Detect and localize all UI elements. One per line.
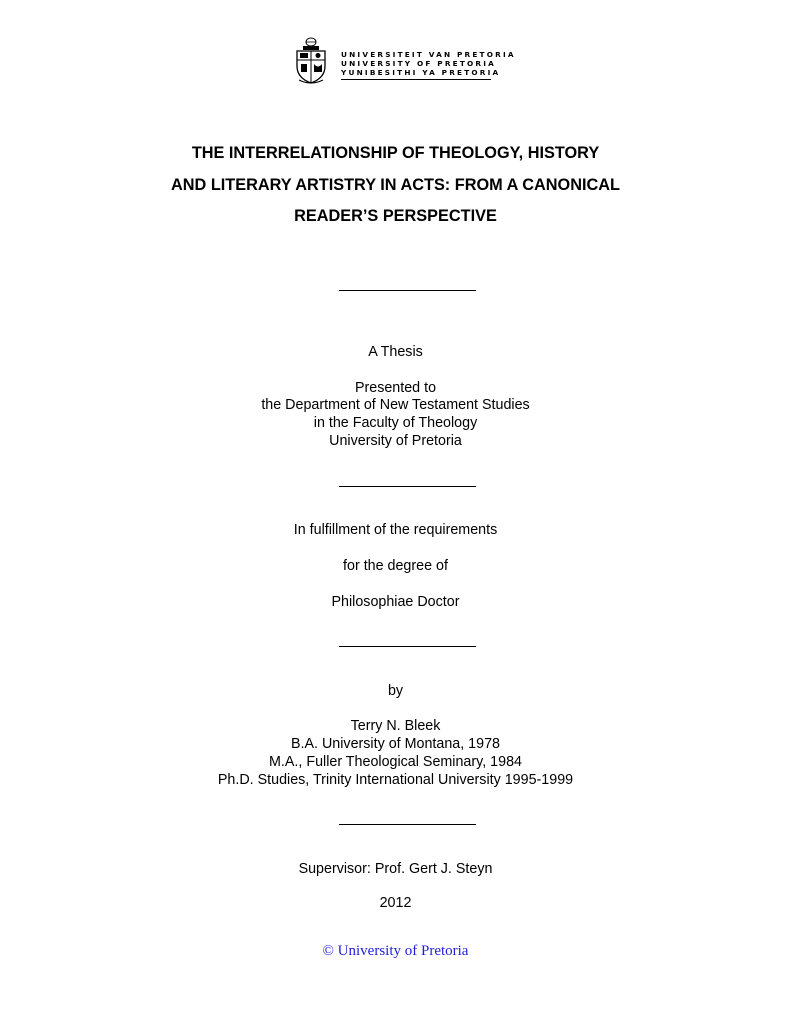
author-name: Terry N. Bleek	[350, 718, 441, 734]
supervisor: Supervisor: Prof. Gert J. Steyn	[298, 861, 493, 877]
credential-phd: Ph.D. Studies, Trinity International University 1995-1999	[217, 772, 574, 788]
logo-line-sepedi: YUNIBESITHI YA PRETORIA	[341, 68, 501, 78]
divider	[339, 290, 476, 291]
thesis-label: A Thesis	[368, 344, 423, 360]
university-crest-icon	[293, 36, 329, 86]
presented-to: Presented to	[354, 380, 437, 396]
year: 2012	[379, 895, 412, 911]
divider	[339, 646, 476, 647]
degree-name: Philosophiae Doctor	[331, 594, 460, 610]
credential-ba: B.A. University of Montana, 1978	[290, 736, 500, 752]
university: University of Pretoria	[329, 433, 462, 449]
divider	[339, 824, 476, 825]
title-line-2: AND LITERARY ARTISTRY IN ACTS: FROM A CANONICAL	[171, 176, 620, 194]
faculty: in the Faculty of Theology	[313, 415, 478, 431]
logo-line-english: UNIVERSITY OF PRETORIA	[341, 59, 497, 69]
copyright-notice: © University of Pretoria	[322, 943, 469, 959]
logo-underline	[341, 79, 491, 80]
university-logo	[293, 36, 516, 88]
credential-ma: M.A., Fuller Theological Seminary, 1984	[269, 754, 522, 770]
degree-intro: for the degree of	[343, 558, 448, 574]
title-line-3: READER’S PERSPECTIVE	[294, 207, 497, 225]
divider	[339, 486, 476, 487]
by-label: by	[387, 683, 404, 699]
logo-line-afrikaans: UNIVERSITEIT VAN PRETORIA	[341, 50, 516, 59]
department: the Department of New Testament Studies	[261, 397, 530, 413]
fulfillment-requirements: In fulfillment of the requirements	[293, 522, 498, 538]
title-line-1: THE INTERRELATIONSHIP OF THEOLOGY, HISTORY	[191, 144, 600, 162]
